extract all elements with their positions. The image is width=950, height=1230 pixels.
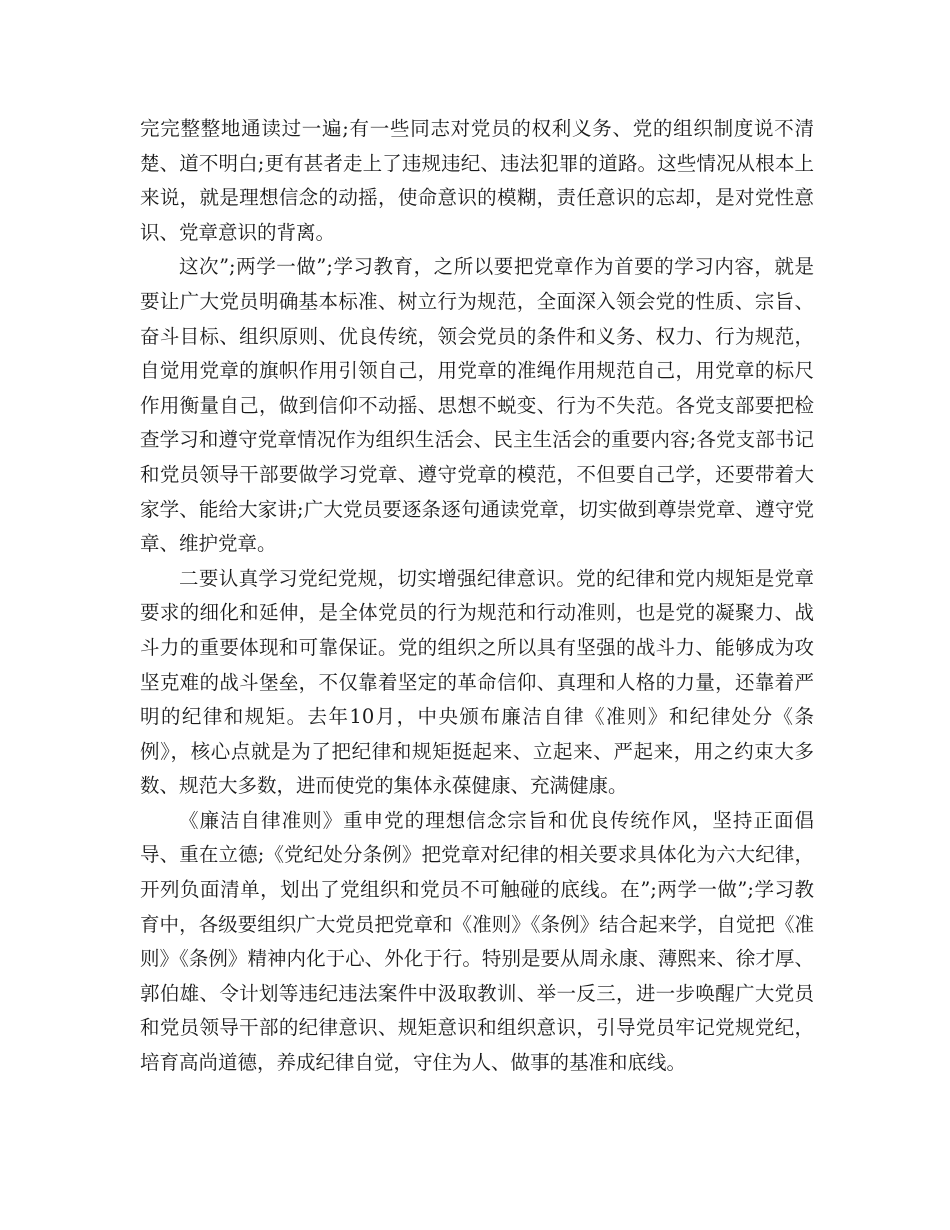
document-body (140, 112, 814, 1081)
paragraph-2: 这次”;两学一做”;学习教育，之所以要把党章作为首要的学习内容，就是要让广大党员明确基本标准、树立行为规范，全面深入领会党的性质、宗旨、奋斗目标、组织原则、优良传统，领会党员的条件和义务、权力、行为规范，自觉用党章的旗帜作用引领自己，用党章的准绳作用规范自己，用党章的标尺作用衡量自己，做到信仰不动摇、思想不蜕变、行为不失范。各党支部要把检查学习和遵守党章情况作为组织生活会、民主生活会的重要内容;各党支部书记和党员领导干部要做学习党章、遵守党章的模范，不但要自己学，还要带着大家学、能给大家讲;广大党员要逐条逐句通读党章，切实做到尊崇党章、遵守党章、维护党章。 (140, 255, 814, 556)
paragraph-1: 完完整整地通读过一遍;有一些同志对党员的权利义务、党的组织制度说不清楚、道不明白;更有甚者走上了违规违纪、违法犯罪的道路。这些情况从根本上来说，就是理想信念的动摇，使命意识的模糊，责任意识的忘却，是对党性意识、党章意识的背离。 (140, 117, 814, 244)
paragraph-3: 二要认真学习党纪党规，切实增强纪律意识。党的纪律和党内规矩是党章要求的细化和延伸，是全体党员的行为规范和行动准则，也是党的凝聚力、战斗力的重要体现和可靠保证。党的组织之所以具有坚强的战斗力、能够成为攻坚克难的战斗堡垒，不仅靠着坚定的革命信仰、真理和人格的力量，还靠着严明的纪律和规矩。去年10月，中央颁布廉洁自律《准则》和纪律处分《条例》，核心点就是为了把纪律和规矩挺起来、立起来、严起来，用之约束大多数、规范大多数，进而使党的集体永葆健康、充满健康。 (140, 566, 814, 798)
paragraph-4: 《廉洁自律准则》重申党的理想信念宗旨和优良传统作风，坚持正面倡导、重在立德;《党纪处分条例》把党章对纪律的相关要求具体化为六大纪律，开列负面清单，划出了党组织和党员不可触碰的底线。在”;两学一做”;学习教育中，各级要组织广大党员把党章和《准则》《条例》结合起来学，自觉把《准则》《条例》精神内化于心、外化于行。特别是要从周永康、薄熙来、徐才厚、郭伯雄、令计划等违纪违法案件中汲取教训、举一反三，进一步唤醒广大党员和党员领导干部的纪律意识、规矩意识和组织意识，引导党员牢记党规党纪，培育高尚道德，养成纪律自觉，守住为人、做事的基准和底线。 (140, 808, 814, 1075)
